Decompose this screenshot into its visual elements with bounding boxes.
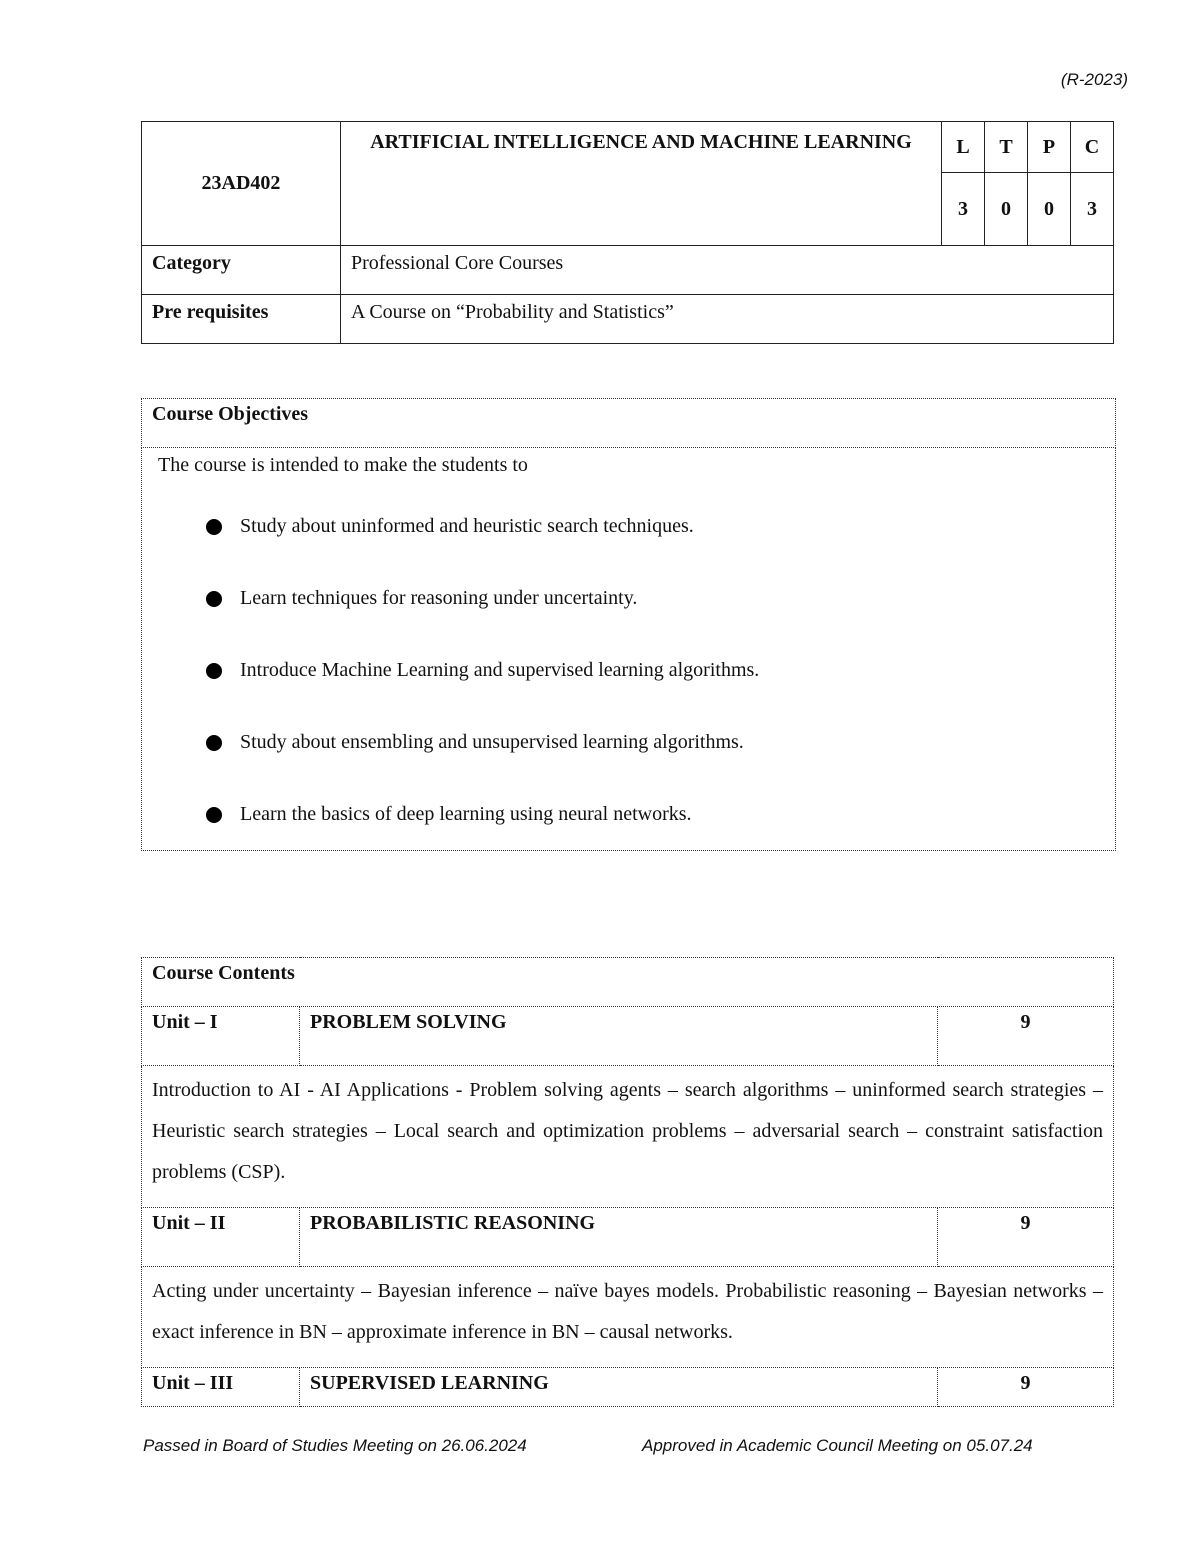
ltpc-header-l: L bbox=[942, 122, 985, 173]
objectives-heading: Course Objectives bbox=[142, 399, 1116, 448]
course-header-table bbox=[141, 121, 1114, 344]
objective-item bbox=[194, 657, 1099, 684]
ltpc-header-p: P bbox=[1028, 122, 1071, 173]
bullet-icon bbox=[206, 807, 222, 823]
ltpc-header-c: C bbox=[1071, 122, 1114, 173]
category-label: Category bbox=[142, 246, 341, 295]
regulation-label: (R-2023) bbox=[1060, 70, 1128, 89]
course-title: ARTIFICIAL INTELLIGENCE AND MACHINE LEARNING bbox=[341, 122, 942, 246]
ltpc-value-t: 0 bbox=[985, 173, 1028, 246]
bullet-icon bbox=[206, 735, 222, 751]
objective-text: Learn techniques for reasoning under uncertainty. bbox=[240, 587, 638, 609]
course-contents-table bbox=[141, 957, 1114, 1407]
contents-heading: Course Contents bbox=[142, 958, 1114, 1007]
ltpc-value-l: 3 bbox=[942, 173, 985, 246]
objectives-body bbox=[142, 448, 1116, 851]
objective-item bbox=[194, 729, 1099, 756]
objective-text: Introduce Machine Learning and supervised learning algorithms. bbox=[240, 659, 760, 681]
category-value: Professional Core Courses bbox=[341, 246, 1114, 295]
objective-item bbox=[194, 585, 1099, 612]
objectives-list bbox=[158, 513, 1099, 828]
objective-item bbox=[194, 801, 1099, 828]
unit-3-hours: 9 bbox=[938, 1368, 1114, 1407]
unit-3-title: SUPERVISED LEARNING bbox=[300, 1368, 938, 1407]
ltpc-header-t: T bbox=[985, 122, 1028, 173]
objective-text: Study about ensembling and unsupervised learning algorithms. bbox=[240, 731, 744, 753]
bullet-icon bbox=[206, 663, 222, 679]
unit-1-description: Introduction to AI - AI Applications - Problem solving agents – search algorithms – uninformed search strategies – Heuristic search strategies – Local search and optimization problems – adversarial search – constraint satisfaction problems (CSP). bbox=[142, 1066, 1114, 1208]
unit-2-label: Unit – II bbox=[142, 1208, 300, 1267]
prereq-value: A Course on “Probability and Statistics” bbox=[341, 295, 1114, 344]
course-objectives-table bbox=[141, 398, 1116, 851]
prereq-label: Pre requisites bbox=[142, 295, 341, 344]
unit-2-hours: 9 bbox=[938, 1208, 1114, 1267]
unit-2-description: Acting under uncertainty – Bayesian inference – naïve bayes models. Probabilistic reasoning – Bayesian networks – exact inference in BN – approximate inference in BN – causal networks. bbox=[142, 1267, 1114, 1368]
footer-bos-note: Passed in Board of Studies Meeting on 26.06.2024 bbox=[143, 1436, 527, 1455]
objective-text: Learn the basics of deep learning using neural networks. bbox=[240, 803, 692, 825]
ltpc-value-c: 3 bbox=[1071, 173, 1114, 246]
objective-text: Study about uninformed and heuristic search techniques. bbox=[240, 515, 694, 537]
ltpc-value-p: 0 bbox=[1028, 173, 1071, 246]
bullet-icon bbox=[206, 519, 222, 535]
objective-item bbox=[194, 513, 1099, 540]
unit-2-title: PROBABILISTIC REASONING bbox=[300, 1208, 938, 1267]
footer-council-note: Approved in Academic Council Meeting on 05.07.24 bbox=[642, 1436, 1033, 1455]
unit-1-label: Unit – I bbox=[142, 1007, 300, 1066]
unit-1-hours: 9 bbox=[938, 1007, 1114, 1066]
course-code: 23AD402 bbox=[142, 122, 341, 246]
unit-1-title: PROBLEM SOLVING bbox=[300, 1007, 938, 1066]
objectives-intro: The course is intended to make the students to bbox=[158, 454, 528, 476]
bullet-icon bbox=[206, 591, 222, 607]
unit-3-label: Unit – III bbox=[142, 1368, 300, 1407]
